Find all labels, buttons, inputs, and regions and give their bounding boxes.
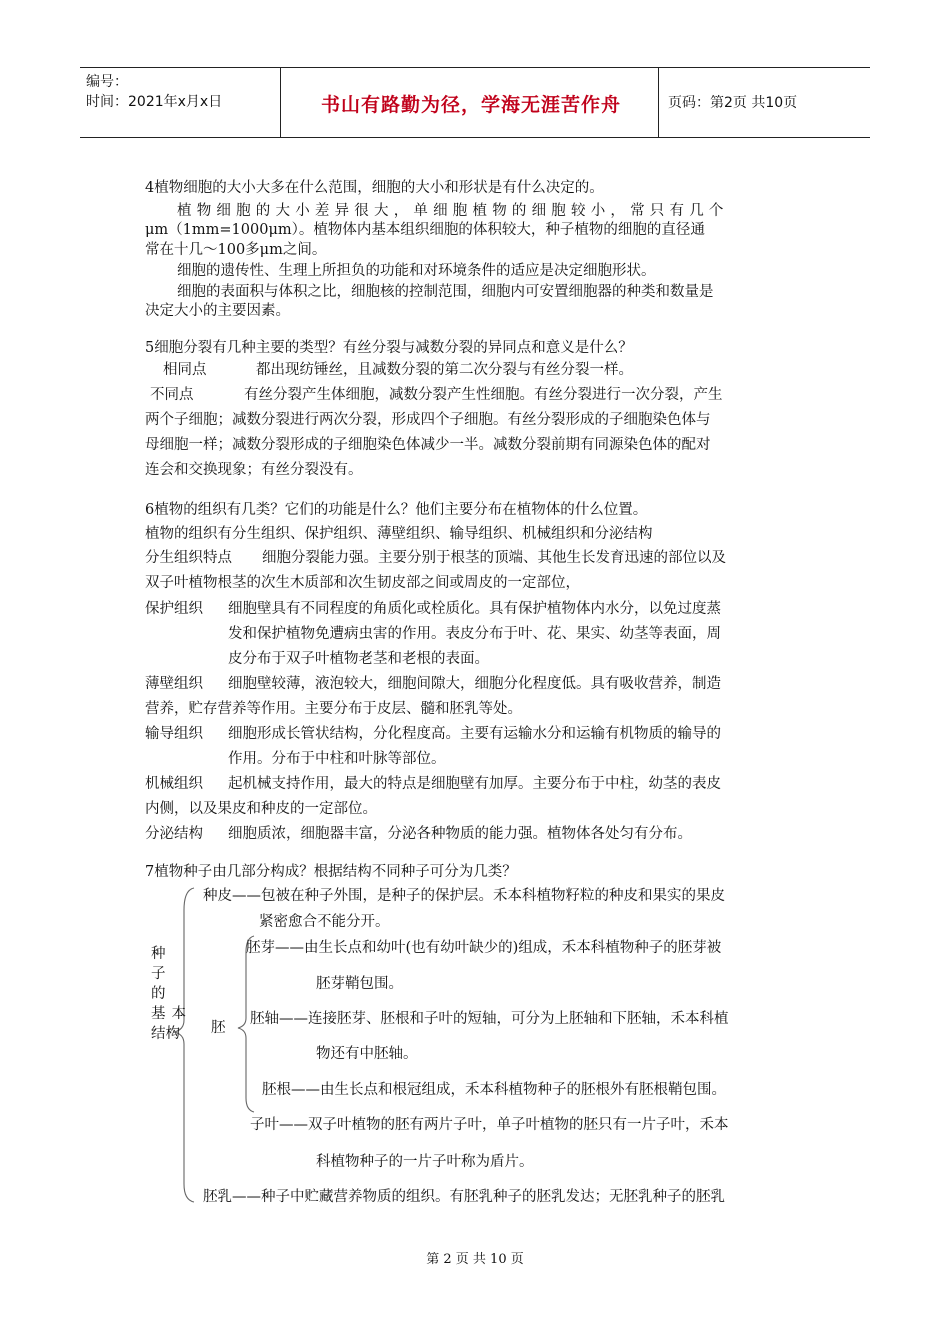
q5-diff-line4: 连会和交换现象；有丝分裂没有。 (145, 462, 363, 478)
plumule-line2: 胚芽鞘包围。 (316, 976, 403, 992)
plumule-line1: 胚芽——由生长点和幼叶(也有幼叶缺少的)组成，禾本科植物种子的胚芽被 (246, 940, 722, 956)
q6-conductive-line2: 作用。分布于中柱和叶脉等部位。 (228, 751, 446, 767)
cotyledon-line1: 子叶——双子叶植物的胚有两片子叶，单子叶植物的胚只有一片子叶，禾本 (250, 1117, 729, 1133)
q6-parenchyma-label: 薄壁组织 (145, 676, 203, 692)
q6-meristem-line2: 双子叶植物根茎的次生木质部和次生韧皮部之间或周皮的一定部位， (145, 575, 580, 591)
q6-title: 6植物的组织有几类？它们的功能是什么？他们主要分布在植物体的什么位置。 (145, 502, 648, 518)
seed-label-char: 种 (151, 946, 166, 962)
q6-mechanical-line2: 内侧，以及果皮和种皮的一定部位。 (145, 801, 377, 817)
q4-para1-line1: 植物细胞的大小差异很大，单细胞植物的细胞较小，常只有几个 (177, 203, 729, 219)
seed-label-char: 基 (151, 1006, 166, 1022)
q5-diff-label: 不同点 (150, 387, 194, 403)
q4-para3-line2: 决定大小的主要因素。 (145, 303, 290, 319)
seed-coat-line1: 种皮——包被在种子外围，是种子的保护层。禾本科植物籽粒的种皮和果实的果皮 (203, 888, 725, 904)
seed-label-char: 结构 (151, 1026, 180, 1042)
seed-label-char: 子 (151, 966, 166, 982)
seed-structure-brace (170, 880, 260, 1210)
endosperm-line1: 胚乳——种子中贮藏营养物质的组织。有胚乳种子的胚乳发达；无胚乳种子的胚乳 (203, 1189, 725, 1205)
q4-para1-line3: 常在十几～100多μm之间。 (145, 242, 327, 258)
hypocotyl-line2: 物还有中胚轴。 (316, 1046, 418, 1062)
header-divider (280, 68, 281, 137)
q6-parenchyma-line1: 细胞壁较薄，液泡较大，细胞间隙大，细胞分化程度低。具有吸收营养，制造 (228, 676, 721, 692)
q6-meristem-label: 分生组织特点 (145, 550, 232, 566)
header-motto: 书山有路勤为径，学海无涯苦作舟 (320, 94, 621, 116)
cotyledon-line2: 科植物种子的一片子叶称为盾片。 (316, 1154, 534, 1170)
q6-intro: 植物的组织有分生组织、保护组织、薄壁组织、输导组织、机械组织和分泌结构 (145, 526, 653, 542)
doc-time-label: 时间：2021年x月x日 (86, 94, 223, 110)
q6-secretory-label: 分泌结构 (145, 826, 203, 842)
embryo-label: 胚 (211, 1020, 226, 1036)
q5-same-label: 相同点 (163, 362, 207, 378)
seed-structure-label (151, 944, 201, 1044)
radicle-line1: 胚根——由生长点和根冠组成，禾本科植物种子的胚根外有胚根鞘包围。 (262, 1082, 726, 1098)
q4-title: 4植物细胞的大小大多在什么范围，细胞的大小和形状是有什么决定的。 (145, 180, 604, 196)
q6-protective-line1: 细胞壁具有不同程度的角质化或栓质化。具有保护植物体内水分，以免过度蒸 (228, 601, 721, 617)
q6-meristem-line1: 细胞分裂能力强。主要分别于根茎的顶端、其他生长发育迅速的部位以及 (262, 550, 726, 566)
page-header (80, 67, 870, 138)
q4-para1-line2: μm（1mm=1000μm）。植物体内基本组织细胞的体积较大，种子植物的细胞的直径通 (145, 222, 705, 238)
q6-conductive-line1: 细胞形成长管状结构，分化程度高。主要有运输水分和运输有机物质的输导的 (228, 726, 721, 742)
q6-protective-line2: 发和保护植物免遭病虫害的作用。表皮分布于叶、花、果实、幼茎等表面，周 (228, 626, 721, 642)
q4-para3-line1: 细胞的表面积与体积之比，细胞核的控制范围，细胞内可安置细胞器的种类和数量是 (177, 284, 714, 300)
q6-conductive-label: 输导组织 (145, 726, 203, 742)
q5-diff-line1: 有丝分裂产生体细胞，减数分裂产生性细胞。有丝分裂进行一次分裂，产生 (244, 387, 723, 403)
hypocotyl-line1: 胚轴——连接胚芽、胚根和子叶的短轴，可分为上胚轴和下胚轴，禾本科植 (250, 1011, 729, 1027)
q6-protective-line3: 皮分布于双子叶植物老茎和老根的表面。 (228, 651, 489, 667)
q4-para2: 细胞的遗传性、生理上所担负的功能和对环境条件的适应是决定细胞形状。 (177, 263, 656, 279)
q5-same-text: 都出现纺锤丝，且减数分裂的第二次分裂与有丝分裂一样。 (256, 362, 633, 378)
header-page-number: 页码：第2页 共10页 (668, 95, 798, 111)
header-meta (86, 72, 222, 141)
q5-diff-line3: 母细胞一样；减数分裂形成的子细胞染色体减少一半。减数分裂前期有同源染色体的配对 (145, 437, 711, 453)
q7-title: 7植物种子由几部分构成？根据结构不同种子可分为几类？ (145, 864, 517, 880)
doc-code-label: 编号： (86, 74, 128, 90)
page-footer: 第 2 页 共 10 页 (426, 1252, 524, 1267)
q5-title: 5细胞分裂有几种主要的类型？有丝分裂与减数分裂的异同点和意义是什么？ (145, 340, 633, 356)
seed-label-char: 本 (171, 1006, 186, 1022)
q5-diff-line2: 两个子细胞；减数分裂进行两次分裂，形成四个子细胞。有丝分裂形成的子细胞染色体与 (145, 412, 711, 428)
q6-parenchyma-line2: 营养，贮存营养等作用。主要分布于皮层、髓和胚乳等处。 (145, 701, 522, 717)
q6-mechanical-line1: 起机械支持作用，最大的特点是细胞壁有加厚。主要分布于中柱，幼茎的表皮 (228, 776, 721, 792)
header-divider (658, 68, 659, 137)
seed-label-char: 的 (151, 986, 166, 1002)
q6-secretory-line1: 细胞质浓，细胞器丰富，分泌各种物质的能力强。植物体各处匀有分布。 (228, 826, 692, 842)
q6-mechanical-label: 机械组织 (145, 776, 203, 792)
seed-coat-line2: 紧密愈合不能分开。 (259, 914, 390, 930)
q6-protective-label: 保护组织 (145, 601, 203, 617)
